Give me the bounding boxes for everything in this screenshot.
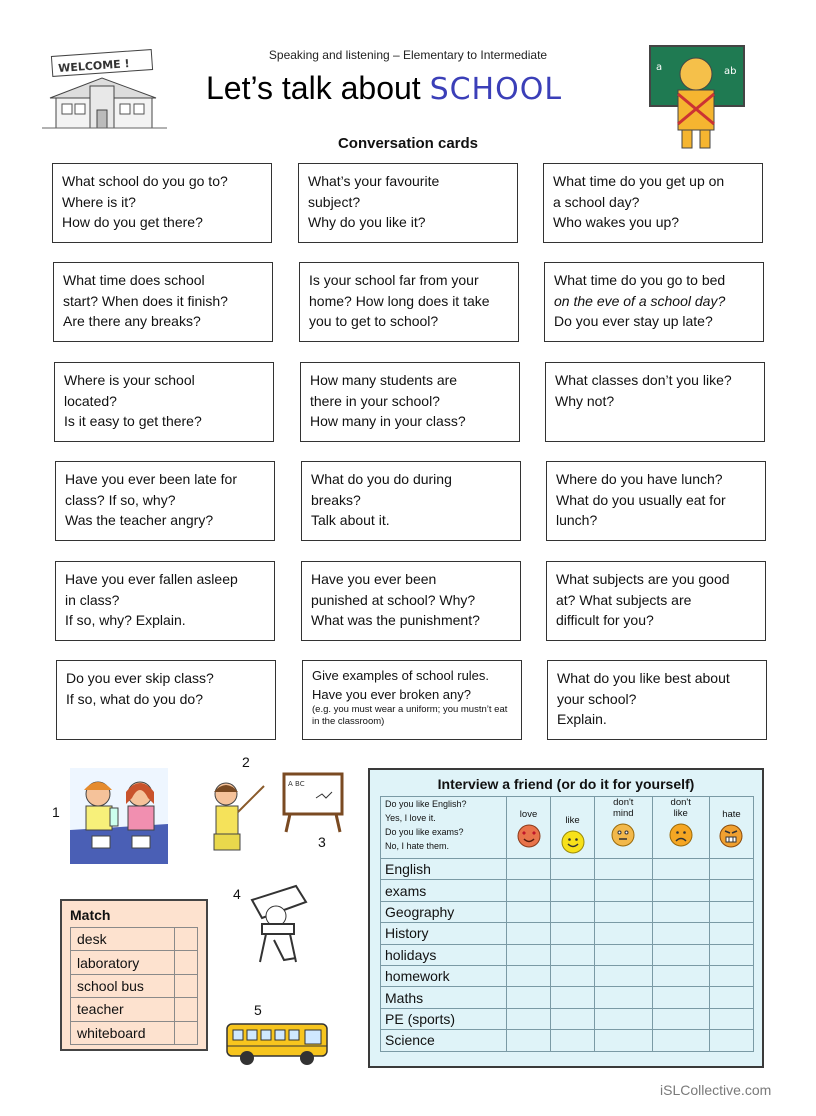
answer-cell[interactable] [507, 1008, 551, 1029]
conversation-card [543, 163, 763, 243]
conversation-card [301, 461, 521, 541]
whiteboard-illustration [282, 770, 346, 834]
answer-cell[interactable] [709, 987, 753, 1008]
answer-cell[interactable] [595, 987, 652, 1008]
card-line: Why not? [555, 392, 615, 409]
answer-cell[interactable] [595, 880, 652, 901]
interview-header-row [381, 797, 754, 859]
card-note: (e.g. you must wear a uniform; you mustn’t eat in the classroom) [312, 704, 508, 727]
card-line: What do you usually eat for [556, 491, 726, 508]
column-label: like [565, 815, 580, 826]
interview-row [381, 859, 754, 880]
match-row [71, 1021, 198, 1044]
answer-cell[interactable] [652, 987, 709, 1008]
interview-row [381, 944, 754, 965]
match-row [71, 951, 198, 974]
answer-cell[interactable] [709, 923, 753, 944]
answer-cell[interactable] [652, 965, 709, 986]
love-face-icon [517, 824, 541, 848]
subject-label: exams [381, 880, 507, 901]
answer-cell[interactable] [507, 880, 551, 901]
school-building-illustration [42, 48, 167, 138]
card-line: Have you ever broken any? [312, 687, 471, 702]
answer-cell[interactable] [709, 859, 753, 880]
card-line: Give examples of school rules. [312, 668, 490, 683]
conversation-card [299, 262, 519, 342]
answer-cell[interactable] [652, 944, 709, 965]
card-line: Who wakes you up? [553, 214, 680, 230]
svg-text:A BC: A BC [288, 780, 305, 788]
conversation-card [301, 561, 521, 641]
conversation-card [55, 561, 275, 641]
match-box [60, 899, 208, 1051]
welcome-sign-text: WELCOME ! [57, 57, 130, 76]
answer-cell[interactable] [595, 944, 652, 965]
answer-cell[interactable] [551, 859, 595, 880]
card-line: If so, what do you do? [66, 690, 203, 707]
card-line: Do you ever skip class? [66, 670, 214, 686]
column-love [507, 797, 551, 859]
worksheet-title [206, 70, 562, 107]
interview-title: Interview a friend (or do it for yourself) [437, 776, 695, 792]
match-answer-cell[interactable] [175, 1021, 198, 1044]
interview-table [380, 796, 754, 1052]
example-line: No, I hate them. [385, 841, 450, 851]
card-line: subject? [308, 193, 361, 210]
interview-row [381, 1030, 754, 1051]
card-line: What do you do during [311, 471, 452, 487]
interview-row [381, 965, 754, 986]
card-line: in class? [65, 591, 120, 608]
answer-cell[interactable] [709, 944, 753, 965]
card-line: What classes don’t you like? [555, 372, 732, 388]
card-line: Was the teacher angry? [65, 512, 214, 528]
card-line: there in your school? [310, 392, 440, 409]
example-line: Do you like English? [385, 799, 467, 809]
footer-watermark: iSLCollective.com [660, 1082, 772, 1098]
match-answer-cell[interactable] [175, 998, 198, 1021]
card-line: start? When does it finish? [63, 292, 228, 309]
conversation-card [546, 561, 766, 641]
card-line: What time do you go to bed [554, 272, 726, 288]
subject-label: Science [381, 1030, 507, 1051]
answer-cell[interactable] [551, 987, 595, 1008]
card-line: punished at school? Why? [311, 591, 476, 608]
picture-number: 2 [242, 754, 250, 770]
match-answer-cell[interactable] [175, 974, 198, 997]
picture-number: 1 [52, 804, 60, 820]
card-line: How do you get there? [62, 214, 203, 230]
title-highlight: SCHOOL [429, 72, 563, 107]
conversation-card [302, 660, 522, 740]
match-title: Match [70, 907, 111, 923]
card-line: Why do you like it? [308, 214, 426, 230]
answer-cell[interactable] [551, 944, 595, 965]
subject-label: History [381, 923, 507, 944]
card-line: Is your school far from your [309, 272, 479, 288]
card-line: your school? [557, 690, 637, 707]
card-line: Talk about it. [311, 512, 390, 528]
conversation-card [54, 362, 274, 442]
school-bus-illustration [223, 1018, 333, 1068]
card-line: Is it easy to get there? [64, 413, 202, 429]
worksheet-subtitle: Speaking and listening – Elementary to Intermediate [268, 48, 548, 62]
card-line: Do you ever stay up late? [554, 313, 713, 329]
cards-heading: Conversation cards [337, 135, 479, 152]
answer-cell[interactable] [507, 859, 551, 880]
conversation-card [298, 163, 518, 243]
answer-cell[interactable] [551, 923, 595, 944]
interview-row [381, 987, 754, 1008]
answer-cell[interactable] [709, 1008, 753, 1029]
answer-cell[interactable] [507, 923, 551, 944]
laboratory-illustration [70, 768, 168, 864]
column-label: love [519, 809, 538, 820]
conversation-card [53, 262, 273, 342]
answer-cell[interactable] [551, 965, 595, 986]
match-answer-cell[interactable] [175, 951, 198, 974]
answer-cell[interactable] [652, 901, 709, 922]
picture-number: 3 [318, 834, 326, 850]
example-line: Yes, I love it. [385, 813, 436, 823]
sad-face-icon [669, 823, 693, 847]
card-line: lunch? [556, 512, 598, 528]
answer-cell[interactable] [595, 965, 652, 986]
card-line: How many students are [310, 372, 458, 388]
interview-example [381, 797, 507, 859]
card-line: Where is your school [64, 372, 195, 388]
answer-cell[interactable] [551, 1008, 595, 1029]
teacher-illustration [204, 778, 268, 852]
conversation-card [545, 362, 765, 442]
picture-number: 5 [254, 1002, 262, 1018]
answer-cell[interactable] [652, 1008, 709, 1029]
conversation-card [544, 262, 764, 342]
card-line: Where do you have lunch? [556, 471, 723, 487]
column-label: hate [722, 809, 741, 820]
neutral-face-icon [611, 823, 635, 847]
svg-text:a: a [656, 62, 663, 73]
column-like [551, 797, 595, 859]
answer-cell[interactable] [595, 901, 652, 922]
conversation-card [56, 660, 276, 740]
answer-cell[interactable] [551, 1030, 595, 1051]
answer-cell[interactable] [652, 880, 709, 901]
example-line: Do you like exams? [385, 827, 464, 837]
card-line: difficult for you? [556, 612, 654, 628]
conversation-card [55, 461, 275, 541]
card-line: Have you ever fallen asleep [65, 571, 238, 587]
answer-cell[interactable] [709, 1030, 753, 1051]
subject-label: homework [381, 965, 507, 986]
card-line: If so, why? Explain. [65, 612, 186, 628]
card-line: you to get to school? [309, 313, 439, 329]
card-line: Have you ever been late for [65, 471, 237, 487]
card-line: Are there any breaks? [63, 313, 201, 329]
interview-row [381, 923, 754, 944]
answer-cell[interactable] [551, 901, 595, 922]
subject-label: Geography [381, 901, 507, 922]
conversation-card [52, 163, 272, 243]
title-prefix: Let’s talk about [206, 70, 430, 106]
match-word: school bus [71, 974, 175, 997]
card-line: What subjects are you good [556, 571, 730, 587]
card-line: Have you ever been [311, 571, 437, 587]
card-line: What’s your favourite [308, 173, 440, 189]
interview-row [381, 1008, 754, 1029]
card-line: What do you like best about [557, 670, 730, 686]
answer-cell[interactable] [507, 944, 551, 965]
subject-label: Maths [381, 987, 507, 1008]
desk-illustration [244, 880, 310, 966]
match-row [71, 928, 198, 951]
conversation-card [300, 362, 520, 442]
angry-face-icon [719, 824, 743, 848]
answer-cell[interactable] [652, 923, 709, 944]
column-hate [709, 797, 753, 859]
interview-table-box [368, 768, 764, 1068]
card-line: at? What subjects are [556, 591, 692, 608]
card-line: breaks? [311, 491, 361, 508]
answer-cell[interactable] [595, 1030, 652, 1051]
answer-cell[interactable] [652, 1030, 709, 1051]
card-line: home? How long does it take [309, 292, 490, 309]
match-word: teacher [71, 998, 175, 1021]
interview-row [381, 880, 754, 901]
picture-number: 4 [233, 886, 241, 902]
answer-cell[interactable] [595, 1008, 652, 1029]
card-line: What time does school [63, 272, 205, 288]
conversation-card [547, 660, 767, 740]
match-row [71, 998, 198, 1021]
card-line: Where is it? [62, 193, 136, 210]
answer-cell[interactable] [652, 859, 709, 880]
answer-cell[interactable] [507, 965, 551, 986]
answer-cell[interactable] [595, 859, 652, 880]
column-dont-like [652, 797, 709, 859]
card-line: located? [64, 392, 117, 409]
card-line: class? If so, why? [65, 491, 176, 508]
card-line: What was the punishment? [311, 612, 480, 628]
card-line: What school do you go to? [62, 173, 228, 189]
answer-cell[interactable] [507, 1030, 551, 1051]
match-word: whiteboard [71, 1021, 175, 1044]
interview-row [381, 901, 754, 922]
subject-label: holidays [381, 944, 507, 965]
answer-cell[interactable] [551, 880, 595, 901]
answer-cell[interactable] [507, 901, 551, 922]
subject-label: PE (sports) [381, 1008, 507, 1029]
card-line: a school day? [553, 193, 640, 210]
smile-face-icon [561, 830, 585, 854]
subject-label: English [381, 859, 507, 880]
match-word: laboratory [71, 951, 175, 974]
answer-cell[interactable] [709, 965, 753, 986]
column-label: don't like [670, 797, 691, 819]
column-label: don't mind [613, 797, 634, 819]
answer-cell[interactable] [595, 923, 652, 944]
card-line: How many in your class? [310, 413, 466, 429]
answer-cell[interactable] [709, 880, 753, 901]
conversation-card [546, 461, 766, 541]
card-line: What time do you get up on [553, 173, 725, 189]
match-word: desk [71, 928, 175, 951]
svg-text:ab: ab [724, 66, 737, 77]
match-answer-cell[interactable] [175, 928, 198, 951]
answer-cell[interactable] [709, 901, 753, 922]
match-table [70, 927, 198, 1045]
match-row [71, 974, 198, 997]
column-dont-mind [595, 797, 652, 859]
card-line: on the eve of a school day? [554, 292, 726, 309]
answer-cell[interactable] [507, 987, 551, 1008]
card-line: Explain. [557, 711, 607, 727]
